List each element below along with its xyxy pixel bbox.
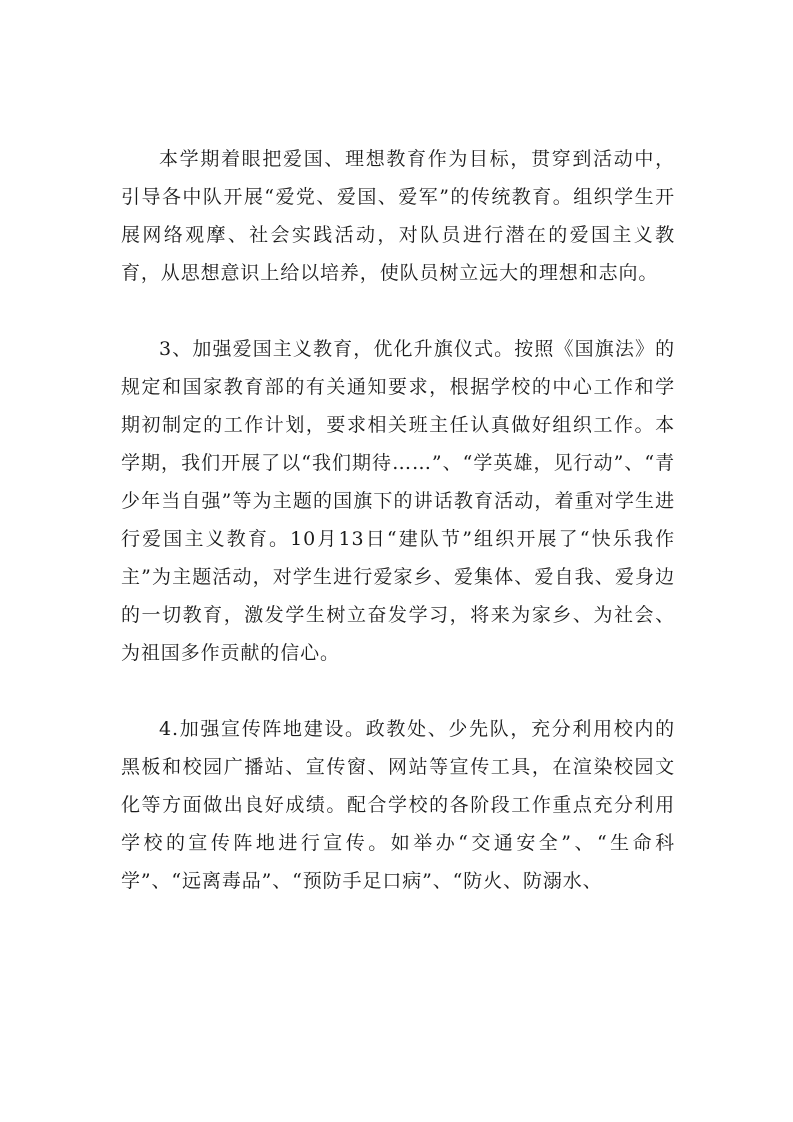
document-body bbox=[121, 140, 675, 900]
paragraph-flag-raising-ceremony: 3、加强爱国主义教育，优化升旗仪式。按照《国旗法》的规定和国家教育部的有关通知要求，根据学校的中心工作和学期初制定的工作计划，要求相关班主任认真做好组织工作。本学期，我们开展了以“我们期待……”、“学英雄，见行动”、“青少年当自强”等为主题的国旗下的讲话教育活动，着重对学生进行爱国主义教育。10月13日“建队节”组织开展了“快乐我作主”为主题活动，对学生进行爱家乡、爱集体、爱自我、爱身边的一切教育，激发学生树立奋发学习，将来为家乡、为社会、为祖国多作贡献的信心。 bbox=[121, 338, 675, 664]
paragraph-publicity-position: 4.加强宣传阵地建设。政教处、少先队，充分利用校内的黑板和校园广播站、宣传窗、网站等宣传工具，在渲染校园文化等方面做出良好成绩。配合学校的各阶段工作重点充分利用学校的宣传阵地进行宣传。如举办“交通安全”、“生命科学”、“远离毒品”、“预防手足口病”、“防火、防溺水、 bbox=[121, 718, 675, 892]
paragraph-spacer bbox=[121, 672, 675, 710]
paragraph-spacer bbox=[121, 292, 675, 330]
paragraph-patriotic-ideal-education: 本学期着眼把爱国、理想教育作为目标，贯穿到活动中，引导各中队开展“爱党、爱国、爱军”的传统教育。组织学生开展网络观摩、社会实践活动，对队员进行潜在的爱国主义教育，从思想意识上给以培养，使队员树立远大的理想和志向。 bbox=[121, 148, 675, 284]
